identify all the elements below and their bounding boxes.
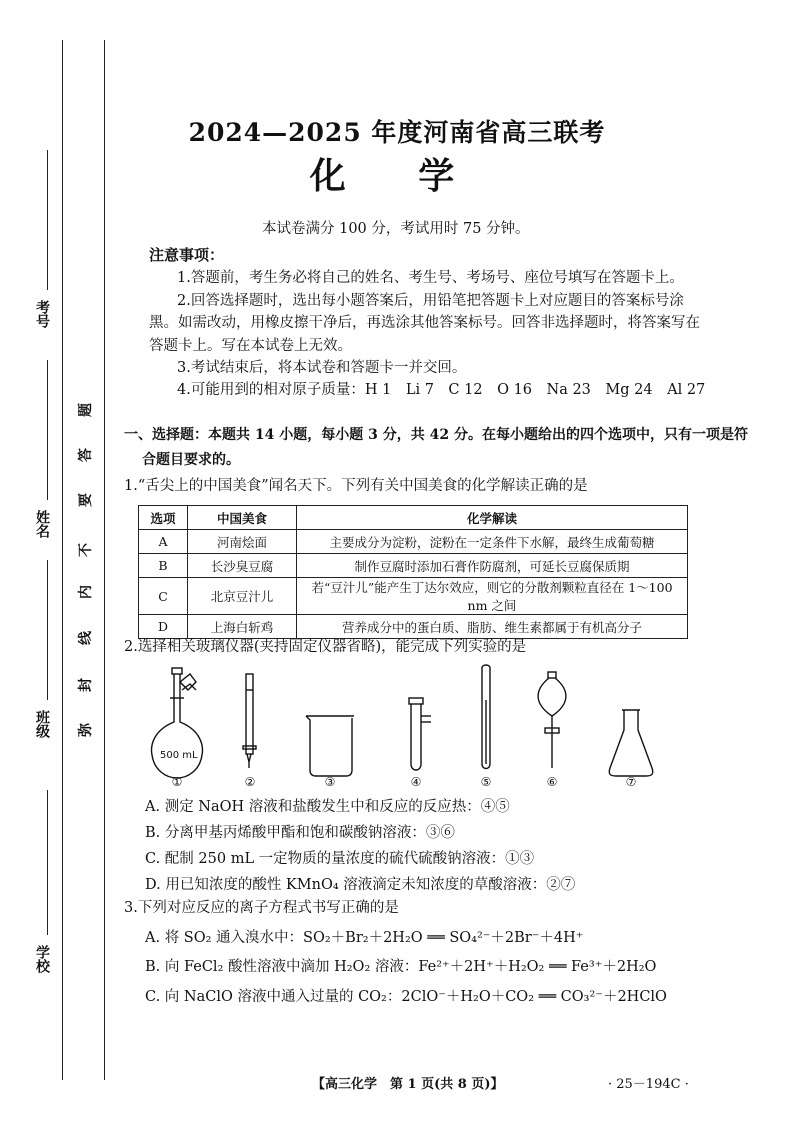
glassware-label: ⑥ [546,775,558,789]
exam-code: · 25－194C · [608,1077,689,1092]
table-cell: B [139,554,188,578]
seal-char-6: 线 [78,631,94,645]
banji-line [47,560,48,700]
note-2a: 2.回答选择题时，选出每小题答案后，用铅笔把答题卡上对应题目的答案标号涂 [177,293,684,309]
table-row [139,554,688,578]
seal-char-3: 要 [78,493,94,507]
conical-flask-icon [609,710,653,776]
table-cell: D [139,615,188,639]
seal-char-2: 答 [78,448,94,462]
table-cell: 上海白斩鸡 [188,615,297,639]
table-cell: 营养成分中的蛋白质、脂肪、维生素都属于有机高分子 [297,615,688,639]
section1-line2: 合题目要求的。 [142,452,240,468]
table-cell: 若“豆汁儿”能产生丁达尔效应，则它的分散剂颗粒直径在 1～100 nm 之间 [297,578,688,615]
glassware-label: ② [244,775,256,789]
margin-kaohao: 考号 [34,300,50,328]
seal-char-4: 不 [78,543,94,557]
glassware-label: ⑦ [625,775,637,789]
volumetric-flask-icon [152,668,203,778]
table-row [139,530,688,554]
xuexiao-line [47,790,48,935]
table-header: 化学解读 [297,506,688,530]
table-header-row [139,506,688,530]
q3-stem: 3.下列对应反应的离子方程式书写正确的是 [124,900,399,916]
table-cell: C [139,578,188,615]
q2-option-a: A. 测定 NaOH 溶液和盐酸发生中和反应的反应热：④⑤ [145,799,510,815]
glassware-label: ⑤ [480,775,492,789]
xingming-line [47,360,48,500]
glassware-label: ③ [324,775,336,789]
q2-stem: 2.选择相关玻璃仪器(夹持固定仪器省略)，能完成下列实验的是 [124,639,527,655]
margin-xuexiao: 学校 [34,945,50,973]
subject-title: 化 学 [309,155,485,197]
q3-option-b: B. 向 FeCl₂ 酸性溶液中滴加 H₂O₂ 溶液：Fe²⁺＋2H⁺＋H₂O₂ ══ Fe³⁺＋2H₂O [145,959,657,975]
page-footer: 【高三化学 第 1 页(共 8 页)】 [312,1077,504,1092]
table-cell: 主要成分为淀粉，淀粉在一定条件下水解，最终生成葡萄糖 [297,530,688,554]
glassware-label: ① [171,775,183,789]
note-2b: 黑。如需改动，用橡皮擦干净后，再选涂其他答案标号。回答非选择题时，将答案写在 [149,315,700,331]
note-1: 1.答题前，考生务必将自己的姓名、考生号、考场号、座位号填写在答题卡上。 [177,270,684,286]
flask-volume-label: 500 mL [160,750,198,761]
table-cell: 河南烩面 [188,530,297,554]
q1-stem: 1.“舌尖上的中国美食”闻名天下。下列有关中国美食的化学解读正确的是 [124,478,588,494]
separatory-funnel-icon [538,672,566,768]
side-arm-tube-icon [409,698,431,770]
table-row [139,578,688,615]
exam-title: 2024—2025 年度河南省高三联考 [188,118,606,147]
note-2c: 答题卡上。写在本试卷上无效。 [149,338,352,354]
q3-option-c: C. 向 NaClO 溶液中通入过量的 CO₂：2ClO⁻＋H₂O＋CO₂ ══ CO₃²⁻＋2HClO [145,989,667,1005]
table-cell: 长沙臭豆腐 [188,554,297,578]
table-row [139,615,688,639]
table-cell: 北京豆汁儿 [188,578,297,615]
glassware-label: ④ [410,775,422,789]
table-header: 选项 [139,506,188,530]
thermometer-icon [482,665,490,769]
table-cell: 制作豆腐时添加石膏作防腐剂，可延长豆腐保质期 [297,554,688,578]
score-info: 本试卷满分 100 分，考试用时 75 分钟。 [262,221,530,237]
seal-char-5: 内 [78,585,94,599]
seal-char-1: 题 [78,403,94,417]
q2-option-b: B. 分离甲基丙烯酸甲酯和饱和碳酸钠溶液：③⑥ [145,825,455,841]
table-cell: A [139,530,188,554]
margin-banji: 班级 [34,710,50,738]
section1-line1: 一、选择题：本题共 14 小题，每小题 3 分，共 42 分。在每小题给出的四个选项中，只有一项是符 [124,427,748,443]
note-4: 4.可能用到的相对原子质量：H 1 Li 7 C 12 O 16 Na 23 Mg 24 Al 27 [177,382,706,398]
acid-burette-icon [243,674,256,768]
q3-option-a: A. 将 SO₂ 通入溴水中：SO₂＋Br₂＋2H₂O ══ SO₄²⁻＋2Br⁻＋4H⁺ [145,930,584,946]
q1-table [138,505,688,639]
seal-char-8: 弥 [78,723,94,737]
table-header: 中国美食 [188,506,297,530]
beaker-icon [306,716,354,776]
q2-option-d: D. 用已知浓度的酸性 KMnO₄ 溶液滴定未知浓度的草酸溶液：②⑦ [145,877,576,893]
seal-char-7: 封 [78,678,94,692]
note-3: 3.考试结束后，将本试卷和答题卡一并交回。 [177,360,467,376]
notes-title: 注意事项： [149,246,225,264]
margin-xingming: 姓名 [34,510,50,538]
q2-option-c: C. 配制 250 mL 一定物质的量浓度的硫代硫酸钠溶液：①③ [145,851,535,867]
glassware-figure [140,660,680,790]
